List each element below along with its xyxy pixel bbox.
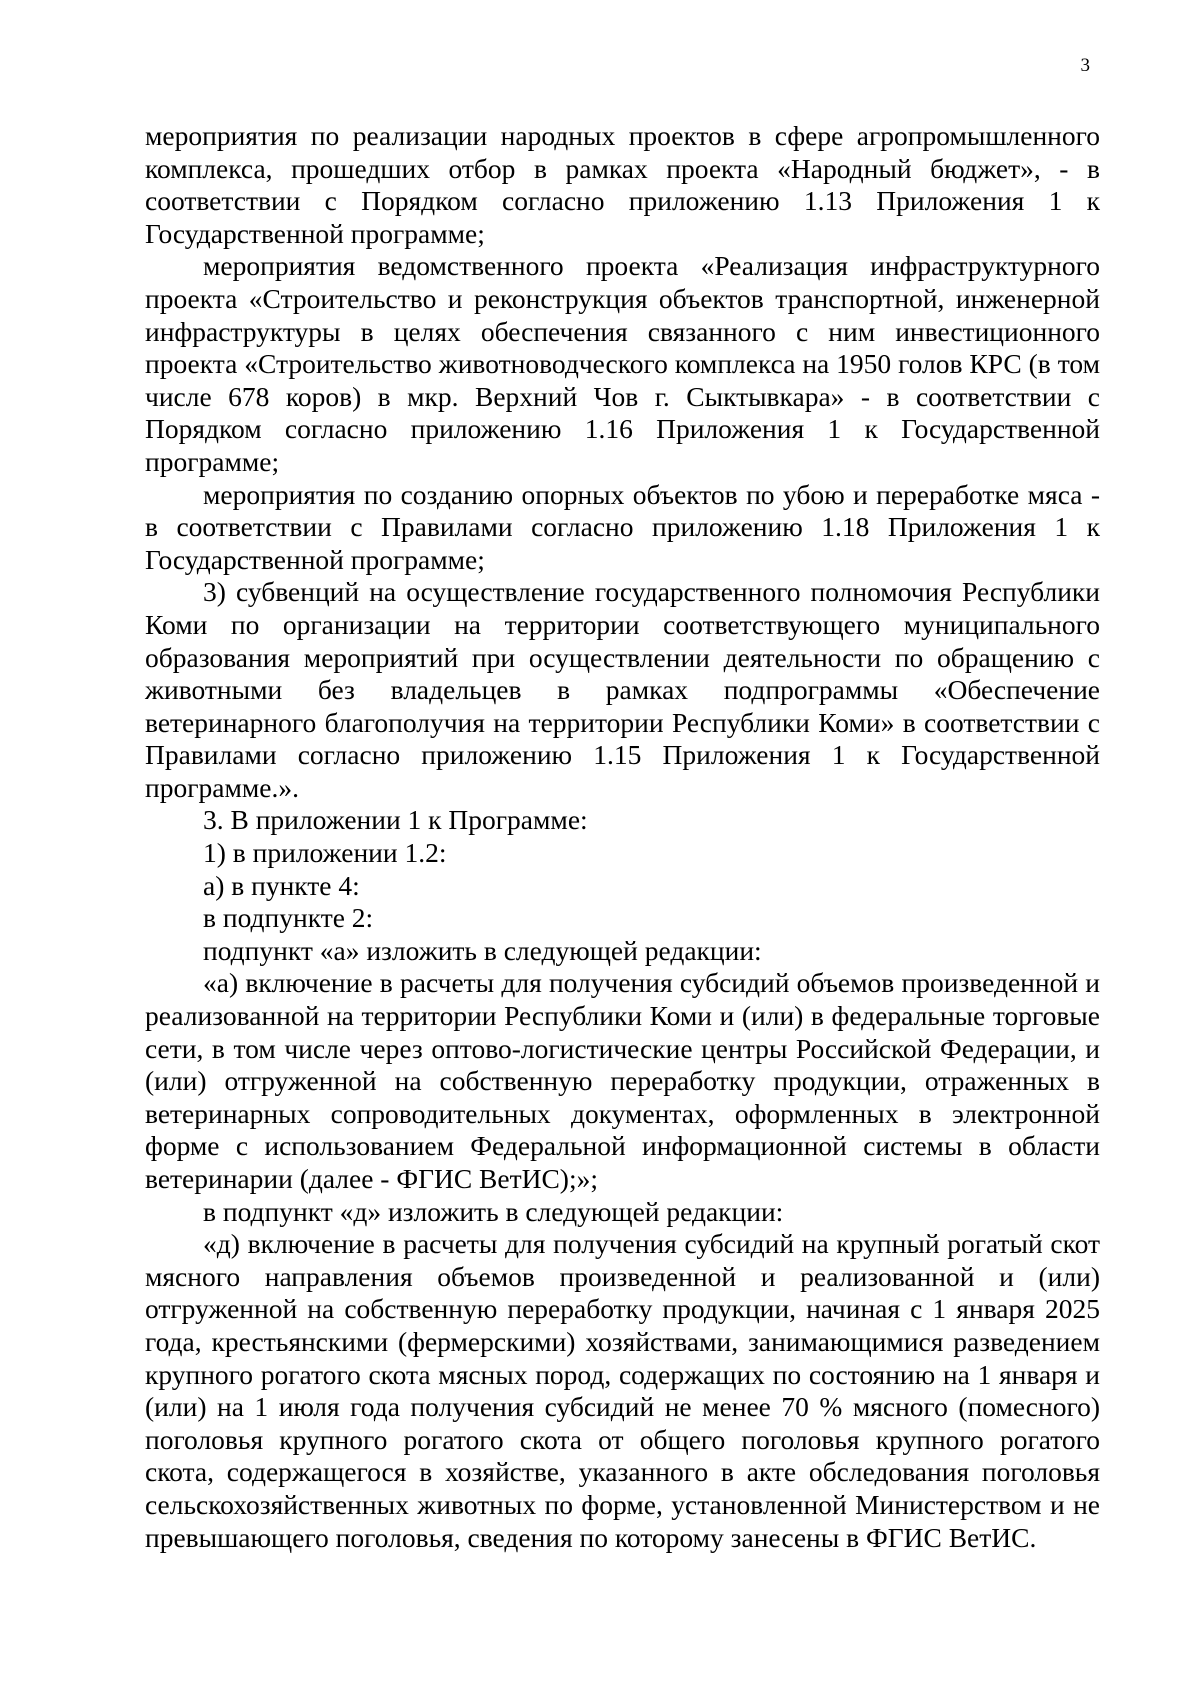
paragraph-subitem-d-text: «д) включение в расчеты для получения субсидий на крупный рогатый скот мясного направления объемов произведенной и реализованной и (или) отгруженной на собственную переработку продукции, начиная с 1 января 2025 года, крестьянскими (фермерскими) хозяйствами, занимающимися разведением крупного рогатого скота мясных пород, содержащих по состоянию на 1 января и (или) на 1 июля года получения субсидий не менее 70 % мясного (помесного) поголовья крупного рогатого скота от общего поголовья крупного рогатого скота, содержащегося в хозяйстве, указанного в акте обследования поголовья сельскохозяйственных животных по форме, установленной Министерством и не превышающего поголовья, сведения по которому занесены в ФГИС ВетИС.: [145, 1228, 1100, 1553]
paragraph-subitem-d-intro: в подпункт «д» изложить в следующей редакции:: [203, 1195, 784, 1227]
page-number: 3: [1080, 55, 1090, 76]
paragraph-subitem-a-intro: подпункт «а» изложить в следующей редакции:: [203, 934, 762, 966]
paragraph-subitem-a-text: «а) включение в расчеты для получения субсидий объемов произведенной и реализованной на территории Республики Коми и (или) в федеральные торговые сети, в том числе через оптово-логистические центры Российской Федерации, и (или) отгруженной на собственную переработку продукции, отраженных в ветеринарных сопроводительных документах, оформленных в электронной форме с использованием Федеральной информационной системы в области ветеринарии (далее - ФГИС ВетИС);»;: [145, 967, 1100, 1194]
paragraph-departmental-project: мероприятия ведомственного проекта «Реализация инфраструктурного проекта «Строительство и реконструкция объектов транспортной, инженерной инфраструктуры в целях обеспечения связанного с ним инвестиционного проекта «Строительство животноводческого комплекса на 1950 голов КРС (в том числе 678 коров) в мкр. Верхний Чов г. Сыктывкара» - в соответствии с Порядком согласно приложению 1.16 Приложения 1 к Государственной программе;: [145, 250, 1100, 477]
paragraph-people-projects: мероприятия по реализации народных проектов в сфере агропромышленного комплекса, прошедших отбор в рамках проекта «Народный бюджет», - в соответствии с Порядком согласно приложению 1.13 Приложения 1 к Государственной программе;: [145, 120, 1100, 249]
paragraph-appendix-1: 3. В приложении 1 к Программе:: [203, 804, 588, 836]
paragraph-meat-processing: мероприятия по созданию опорных объектов по убою и переработке мяса - в соответствии с Правилами согласно приложению 1.18 Приложения 1 к Государственной программе;: [145, 478, 1100, 575]
paragraph-item-4: а) в пункте 4:: [203, 869, 360, 901]
paragraph-appendix-1-2: 1) в приложении 1.2:: [203, 837, 447, 869]
paragraph-subventions: 3) субвенций на осуществление государственного полномочия Республики Коми по организации на территории соответствующего муниципального образования мероприятий при осуществлении деятельности по обращению с животными без владельцев в рамках подпрограммы «Обеспечение ветеринарного благополучия на территории Республики Коми» в соответствии с Правилами согласно приложению 1.15 Приложения 1 к Государственной программе.».: [145, 576, 1100, 803]
document-body: [145, 120, 1100, 1554]
paragraph-subitem-2: в подпункте 2:: [203, 902, 374, 934]
